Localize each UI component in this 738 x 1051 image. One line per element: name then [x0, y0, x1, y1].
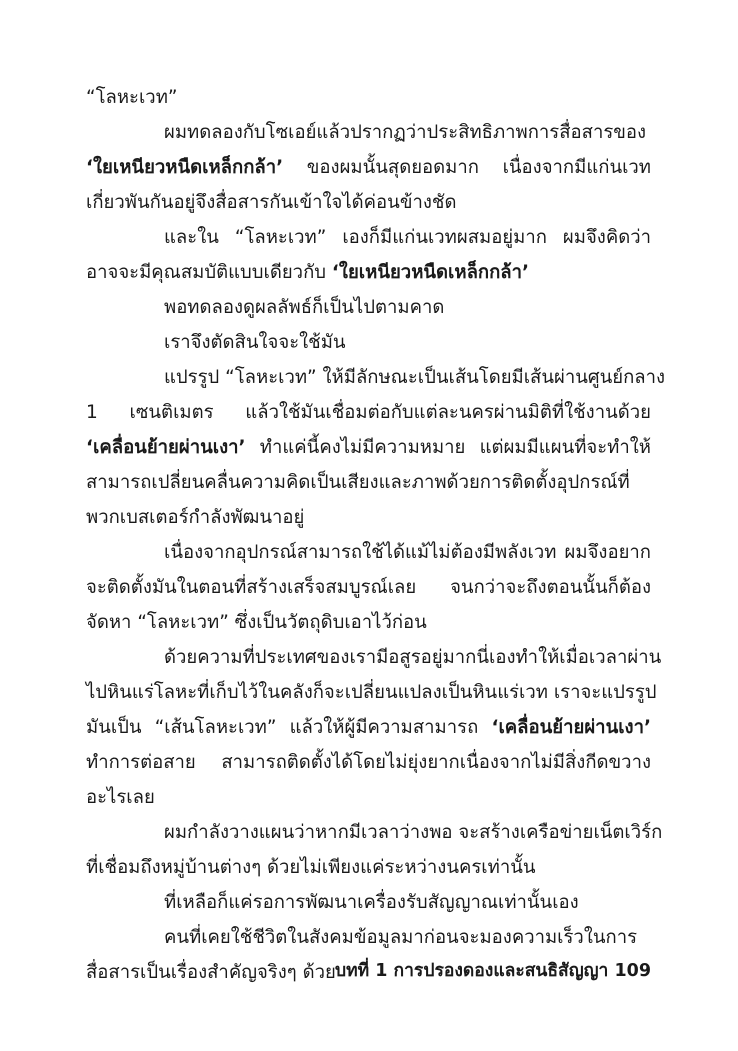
text-line — [86, 780, 651, 815]
text-line — [86, 185, 651, 220]
text-line — [86, 570, 651, 605]
text-line — [86, 535, 651, 570]
text-line — [86, 605, 651, 640]
text-span: มันเป็น “เส้นโลหะเวท” แล้วให้ผู้มีความสามารถ — [86, 717, 492, 738]
bold-term: ‘เคลื่อนย้ายผ่านเงา’ — [491, 717, 651, 738]
text-line — [86, 745, 651, 780]
text-span: สื่อสารเป็นเรื่องสำคัญจริงๆ ด้วย — [86, 962, 336, 983]
text-span: ที่เหลือก็แค่รอการพัฒนาเครื่องรับสัญญาณเท่านั้นเอง — [164, 892, 579, 913]
text-span: แปรรูป “โลหะเวท” ให้มีลักษณะเป็นเส้นโดยมีเส้นผ่านศูนย์กลาง — [164, 367, 666, 388]
text-span: จะติดตั้งมันในตอนที่สร้างเสร็จสมบูรณ์เลย จนกว่าจะถึงตอนนั้นก็ต้อง — [86, 577, 651, 598]
text-span: ด้วยความที่ประเทศของเรามีอสูรอยู่มากนี่เองทำให้เมื่อเวลาผ่าน — [164, 647, 662, 668]
text-span: เนื่องจากอุปกรณ์สามารถใช้ได้แม้ไม่ต้องมีพลังเวท ผมจึงอยาก — [164, 542, 651, 563]
page-footer: บทที่ 1 การปรองดองและสนธิสัญญา 109 — [334, 961, 651, 981]
text-span: 1 เซนติเมตร แล้วใช้มันเชื่อมต่อกับแต่ละนครผ่านมิติที่ใช้งานด้วย — [86, 402, 651, 423]
text-span: ของผมนั้นสุดยอดมาก เนื่องจากมีแก่นเวท — [283, 157, 651, 178]
text-span: ทำการต่อสาย สามารถติดตั้งได้โดยไม่ยุ่งยากเนื่องจากไม่มีสิ่งกีดขวาง — [86, 752, 651, 773]
text-line — [86, 360, 666, 395]
text-line — [86, 150, 651, 185]
text-span: อาจจะมีคุณสมบัติแบบเดียวกับ — [86, 262, 332, 283]
text-line — [86, 500, 651, 535]
text-span: คนที่เคยใช้ชีวิตในสังคมข้อมูลมาก่อนจะมองความเร็วในการ — [164, 927, 638, 948]
text-line — [86, 115, 651, 150]
text-span: เกี่ยวพันกันอยู่จึงสื่อสารกันเข้าใจได้ค่อนข้างชัด — [86, 192, 457, 213]
text-span: ผมทดลองกับโซเอย์แล้วปรากฏว่าประสิทธิภาพการสื่อสารของ — [164, 122, 647, 143]
bold-term: ‘เคลื่อนย้ายผ่านเงา’ — [86, 437, 246, 458]
text-line — [86, 640, 662, 675]
text-span: ที่เชื่อมถึงหมู่บ้านต่างๆ ด้วยไม่เพียงแค่ระหว่างนครเท่านั้น — [86, 857, 536, 878]
text-span: เราจึงตัดสินใจจะใช้มัน — [164, 332, 346, 353]
text-span: และใน “โลหะเวท” เองก็มีแก่นเวทผสมอยู่มาก ผมจึงคิดว่า — [164, 227, 651, 248]
text-line — [86, 815, 663, 850]
text-line — [86, 920, 651, 955]
text-line — [86, 255, 651, 290]
text-line — [86, 80, 651, 115]
text-line — [86, 220, 651, 255]
text-span: จัดหา “โลหะเวท” ซึ่งเป็นวัตถุดิบเอาไว้ก่อน — [86, 612, 427, 633]
text-span: อะไรเลย — [86, 787, 155, 808]
text-span: ผมกำลังวางแผนว่าหากมีเวลาว่างพอ จะสร้างเครือข่ายเน็ตเวิร์ก — [164, 822, 663, 843]
text-span: ทำแค่นี้คงไม่มีความหมาย แต่ผมมีแผนที่จะทำให้ — [245, 437, 651, 458]
bold-term: ‘ใยเหนียวหนืดเหล็กกล้า’ — [331, 262, 530, 283]
text-line — [86, 850, 651, 885]
text-line — [86, 710, 651, 745]
text-line — [86, 465, 651, 500]
text-line — [86, 885, 651, 920]
text-span: พอทดลองดูผลลัพธ์ก็เป็นไปตามคาด — [164, 297, 445, 318]
text-line — [86, 325, 651, 360]
bold-term: ‘ใยเหนียวหนืดเหล็กกล้า’ — [86, 157, 284, 178]
text-span: พวกเบสเตอร์กำลังพัฒนาอยู่ — [86, 507, 305, 528]
text-line — [86, 290, 651, 325]
text-span: สามารถเปลี่ยนคลื่นความคิดเป็นเสียงและภาพด้วยการติดตั้งอุปกรณ์ที่ — [86, 472, 630, 493]
text-line — [86, 395, 651, 430]
text-span: ไปหินแร่โลหะที่เก็บไว้ในคลังก็จะเปลี่ยนแปลงเป็นหินแร่เวท เราจะแปรรูป — [86, 682, 657, 703]
text-line — [86, 675, 657, 710]
text-span: “โลหะเวท” — [86, 87, 178, 108]
body-text — [86, 80, 666, 990]
text-line — [86, 430, 651, 465]
